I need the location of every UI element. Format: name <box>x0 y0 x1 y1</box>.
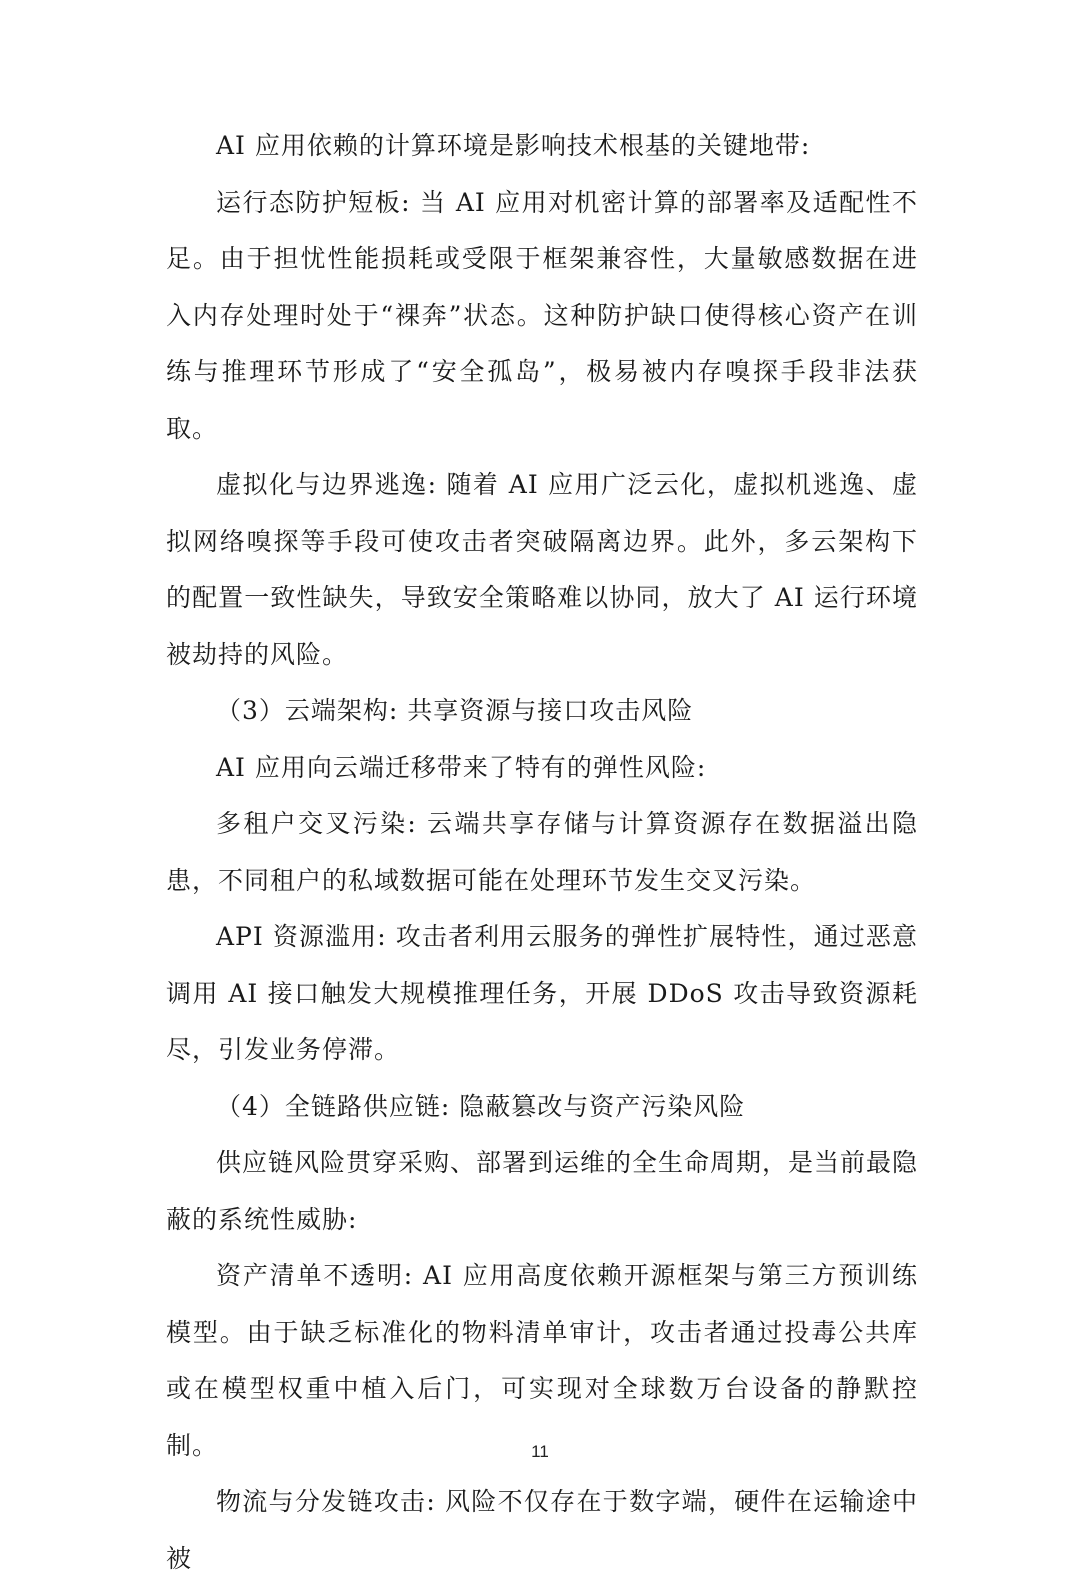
section-heading: （4）全链路供应链: 隐蔽篡改与资产污染风险 <box>216 1091 746 1121</box>
paragraph: 供应链风险贯穿采购、部署到运维的全生命周期，是当前最隐蔽的系统性威胁: <box>166 1148 919 1234</box>
section-heading: （3）云端架构: 共享资源与接口攻击风险 <box>216 696 694 725</box>
paragraph: 物流与分发链攻击: 风险不仅存在于数字端，硬件在运输途中被 <box>166 1487 918 1573</box>
paragraph: 多租户交叉污染: 云端共享存储与计算资源存在数据溢出隐患，不同租户的私域数据可能在处理环节发生交叉污染。 <box>166 809 918 895</box>
paragraph: API 资源滥用: 攻击者利用云服务的弹性扩展特性，通过恶意调用 AI 接口触发大规模推理任务，开展 DDoS 攻击导致资源耗尽，引发业务停滞。 <box>166 922 918 1064</box>
page-number: 11 <box>531 1442 549 1461</box>
paragraph: 虚拟化与边界逃逸: 随着 AI 应用广泛云化，虚拟机逃逸、虚拟网络嗅探等手段可使攻击者突破隔离边界。此外，多云架构下的配置一致性缺失，导致安全策略难以协同，放大了 AI 运行环境被劫持的风险。 <box>166 470 918 669</box>
paragraph: AI 应用向云端迁移带来了特有的弹性风险: <box>216 752 707 782</box>
document-body <box>166 118 918 1587</box>
paragraph: AI 应用依赖的计算环境是影响技术根基的关键地带: <box>216 131 811 160</box>
paragraph: 资产清单不透明: AI 应用高度依赖开源框架与第三方预训练模型。由于缺乏标准化的物料清单审计，攻击者通过投毒公共库或在模型权重中植入后门，可实现对全球数万台设备的静默控制。 <box>166 1261 918 1460</box>
paragraph: 运行态防护短板: 当 AI 应用对机密计算的部署率及适配性不足。由于担忧性能损耗或受限于框架兼容性，大量敏感数据在进入内存处理时处于“裸奔”状态。这种防护缺口使得核心资产在训练与推理环节形成了“安全孤岛”，极易被内存嗅探手段非法获取。 <box>166 187 918 443</box>
